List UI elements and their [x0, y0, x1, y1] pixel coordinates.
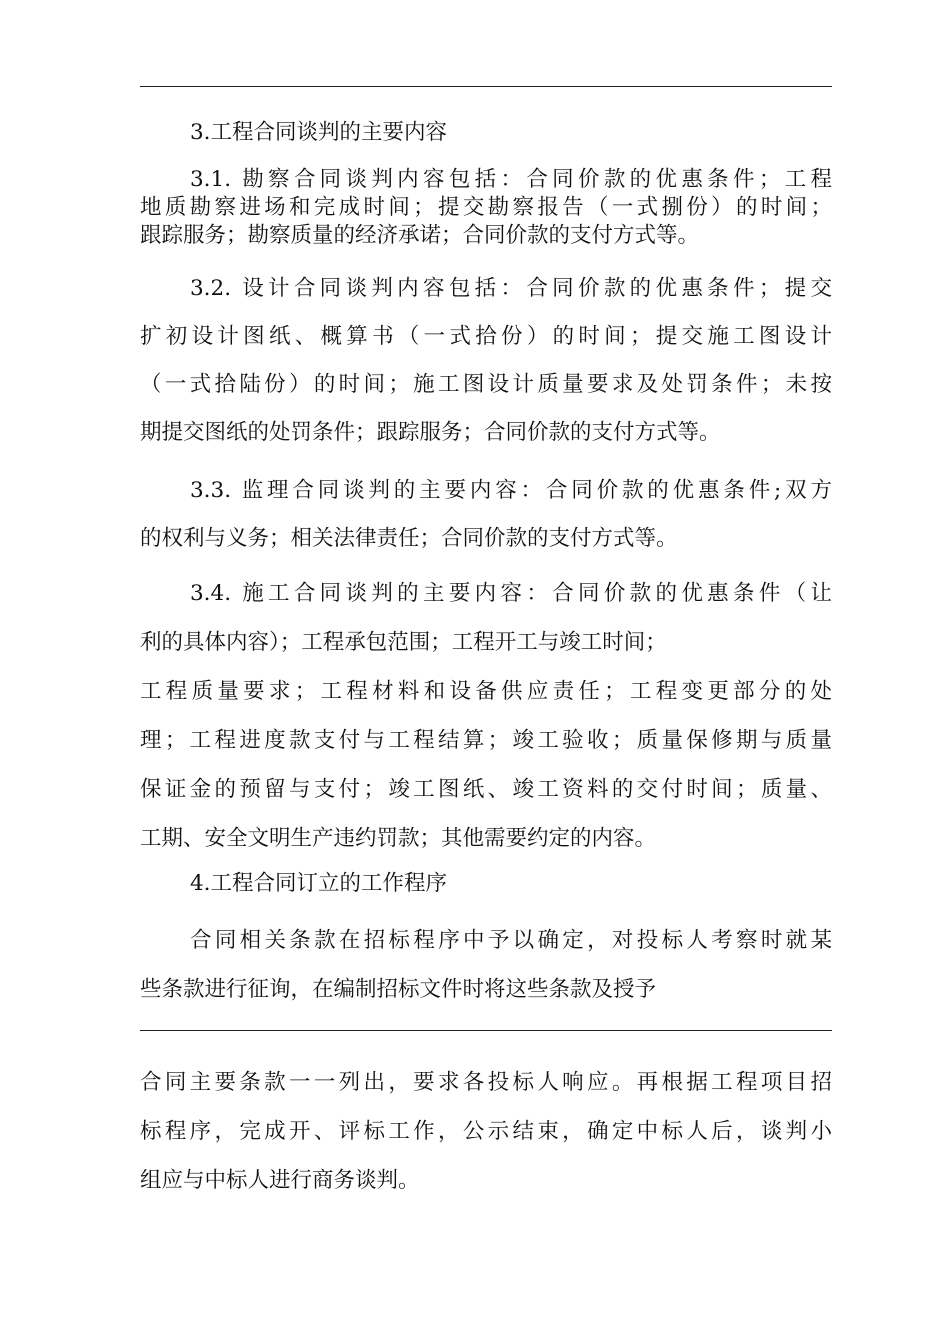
text-line: 的权利与义务；相关法律责任；合同价款的支付方式等。	[140, 526, 678, 551]
section-heading: 4.工程合同订立的工作程序	[190, 871, 448, 896]
text-line: 理；工程进度款支付与工程结算；竣工验收；质量保修期与质量	[140, 728, 832, 753]
text-line: 3.1. 勘察合同谈判内容包括：合同价款的优惠条件；工程	[190, 167, 832, 192]
heading-4	[140, 868, 832, 900]
text-line: 工期、安全文明生产违约罚款；其他需要约定的内容。	[140, 826, 657, 851]
text-line: 3.2. 设计合同谈判内容包括：合同价款的优惠条件；提交	[190, 276, 832, 301]
page-top-rule	[140, 86, 832, 87]
text-line: （一式拾陆份）的时间；施工图设计质量要求及处罚条件；未按	[140, 372, 832, 397]
paragraph-3-4	[140, 569, 832, 863]
text-line: 组应与中标人进行商务谈判。	[140, 1168, 420, 1193]
text-line: 利的具体内容）；工程承包范围；工程开工与竣工时间；	[140, 630, 667, 655]
heading-3	[140, 117, 832, 149]
text-line: 合同相关条款在招标程序中予以确定，对投标人考察时就某	[190, 928, 832, 953]
text-line: 地质勘察进场和完成时间；提交勘察报告（一式捌份）的时间；	[140, 195, 832, 220]
text-line: 保证金的预留与支付；竣工图纸、竣工资料的交付时间；质量、	[140, 777, 832, 802]
paragraph-4	[140, 916, 832, 1014]
text-line: 跟踪服务；勘察质量的经济承诺；合同价款的支付方式等。	[140, 223, 700, 248]
text-line: 3.3. 监理合同谈判的主要内容：合同价款的优惠条件;双方	[190, 478, 832, 503]
page2-paragraph	[140, 1058, 832, 1205]
text-line: 合同主要条款一一列出，要求各投标人响应。再根据工程项目招	[140, 1070, 832, 1095]
text-line: 些条款进行征询，在编制招标文件时将这些条款及授予	[140, 977, 657, 1002]
paragraph-3-2	[140, 265, 832, 457]
page-break-rule	[140, 1030, 832, 1031]
text-line: 标程序，完成开、评标工作，公示结束，确定中标人后，谈判小	[140, 1119, 832, 1144]
text-line: 工程质量要求；工程材料和设备供应责任；工程变更部分的处	[140, 679, 832, 704]
text-line: 期提交图纸的处罚条件；跟踪服务；合同价款的支付方式等。	[140, 420, 721, 445]
section-heading: 3.工程合同谈判的主要内容	[190, 120, 448, 145]
paragraph-3-3	[140, 467, 832, 563]
text-line: 3.4. 施工合同谈判的主要内容：合同价款的优惠条件（让	[190, 581, 832, 606]
paragraph-3-1	[140, 166, 832, 250]
text-line: 扩初设计图纸、概算书（一式拾份）的时间；提交施工图设计	[140, 324, 832, 349]
